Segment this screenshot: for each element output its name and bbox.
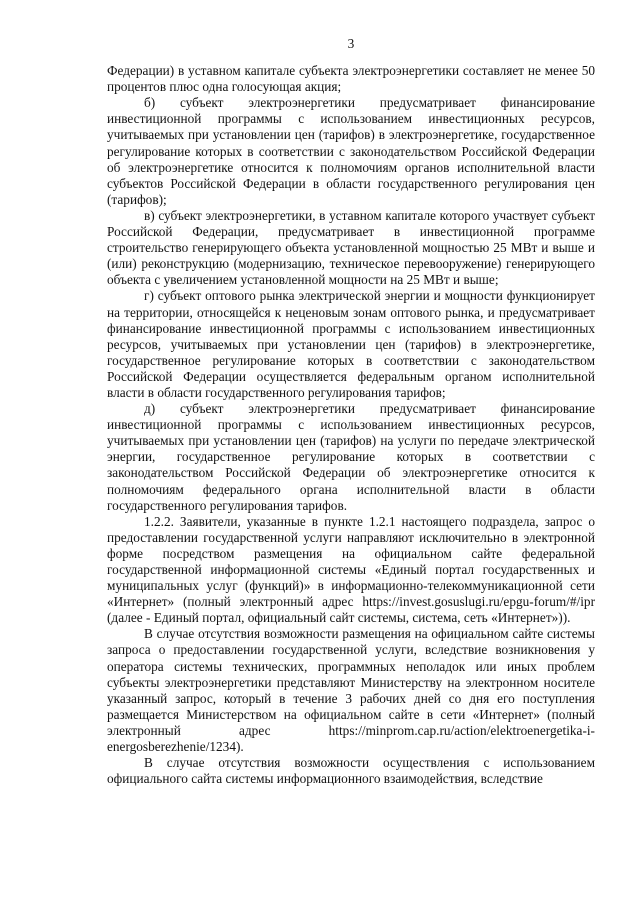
paragraph-g: г) субъект оптового рынка электрической энергии и мощности функционирует на территории, относящейся к неценовым зонам оптового рынка, и предусматривает финансирование инвестиционной программы с использованием инвестиционных ресурсов, учитываемых при установлении цен (тарифов) в электроэнергетике, государственное регулирование которых в соответствии с законодательством Российской Федерации осуществляется федеральным органом исполнительной власти в области государственного регулирования тарифов; (107, 288, 595, 400)
page-number: 3 (347, 36, 355, 51)
paragraph-intro: Федерации) в уставном капитале субъекта электроэнергетики составляет не менее 50 процентов плюс одна голосующая акция; (107, 63, 595, 95)
paragraph-b: б) субъект электроэнергетики предусматривает финансирование инвестиционной программы с использованием инвестиционных ресурсов, учитываемых при установлении цен (тарифов) в электроэнергетике, государственное регулирование которых в соответствии с законодательством Российской Федерации об электроэнергетике относится к полномочиям органов исполнительной власти субъектов Российской Федерации в области государственного регулирования цен (тарифов); (107, 95, 595, 207)
paragraph-d: д) субъект электроэнергетики предусматривает финансирование инвестиционной программы с использованием инвестиционных ресурсов, учитываемых при установлении цен (тарифов) на услуги по передаче электрической энергии, государственное регулирование которых в соответствии с законодательством Российской Федерации об электроэнергетике относится к полномочиям федерального органа исполнительной власти в области государственного регулирования тарифов. (107, 401, 595, 513)
document-page (107, 36, 595, 787)
paragraph-no-interaction: В случае отсутствия возможности осуществления с использованием официального сайта системы информационного взаимодействия, вследствие (107, 755, 595, 787)
paragraph-1-2-2: 1.2.2. Заявители, указанные в пункте 1.2.1 настоящего подраздела, запрос о предоставлении государственной услуги направляют исключительно в электронной форме посредством размещения на официальном сайте федеральной государственной информационной системы «Единый портал государственных и муниципальных услуг (функций)» в информационно-телекоммуникационной сети «Интернет» (полный электронный адрес https://invest.gosuslugi.ru/epgu-forum/#/ipr (далее - Единый портал, официальный сайт системы, система, сеть «Интернет»)). (107, 513, 595, 626)
paragraph-no-site-access: В случае отсутствия возможности размещения на официальном сайте системы запроса о предоставлении государственной услуги, вследствие возникновения у оператора системы технических, программных неполадок или иных проблем субъекты электроэнергетики представляют Министерству на электронном носителе указанный запрос, который в течение 3 рабочих дней со дня его поступления размещается Министерством на официальном сайте в сети «Интернет» (полный электронный адрес https://minprom.cap.ru/action/elektroenergetika-i-energosberezhenie/1234). (107, 626, 595, 755)
paragraph-v: в) субъект электроэнергетики, в уставном капитале которого участвует субъект Российской Федерации, предусматривает в инвестиционной программе строительство генерирующего объекта установленной мощностью 25 МВт и выше и (или) реконструкцию (модернизацию, техническое перевооружение) генерирующего объекта с увеличением установленной мощности на 25 МВт и выше; (107, 207, 595, 288)
